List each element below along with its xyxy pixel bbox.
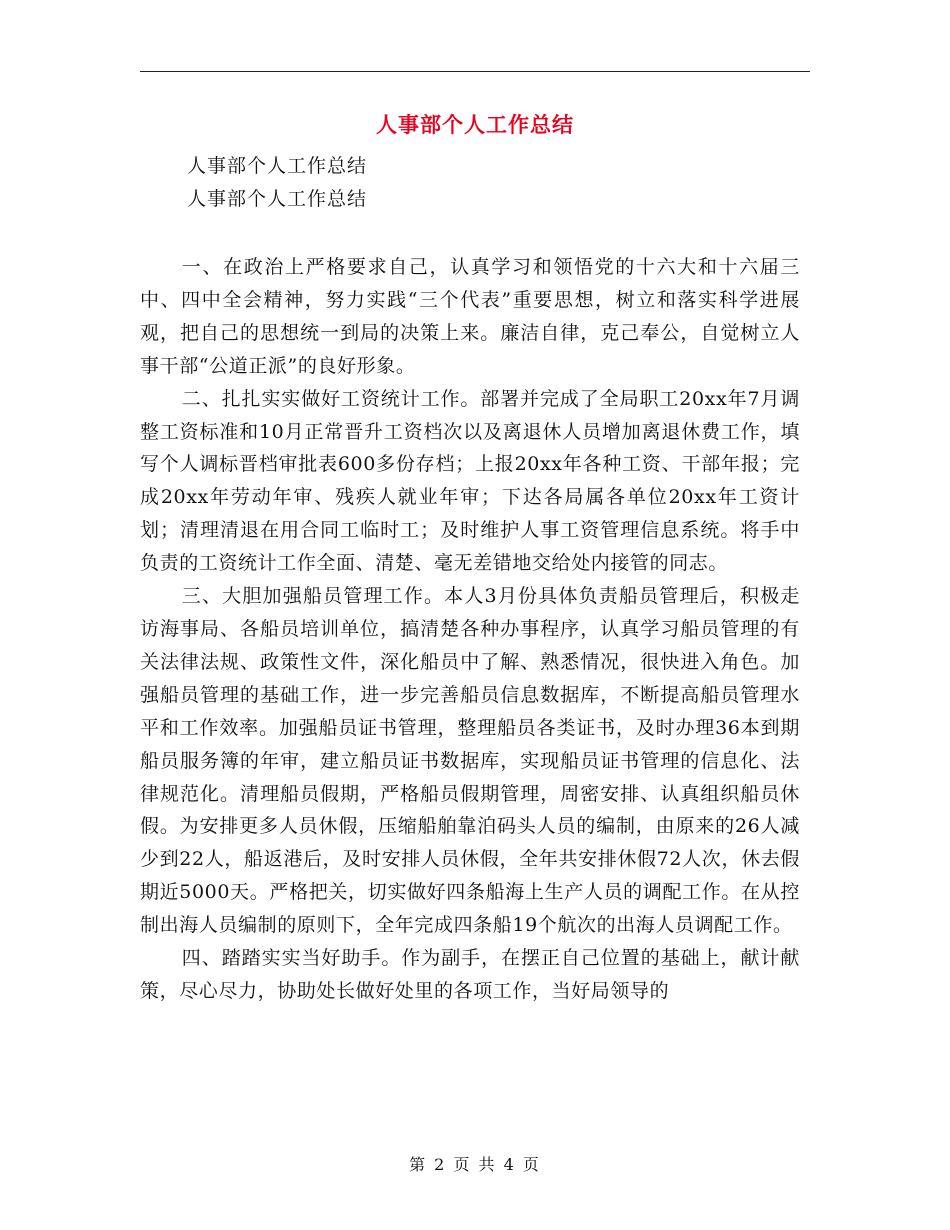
document-body xyxy=(140,251,800,1008)
header-rule xyxy=(140,71,810,72)
paragraph: 二、扎扎实实做好工资统计工作。部署并完成了全局职工20xx年7月调整工资标准和10月正常晋升工资档次以及离退休人员增加离退休费工作，填写个人调标晋档审批表600多份存档；上报20xx年各种工资、干部年报；完成20xx年劳动年审、残疾人就业年审；下达各局属各单位20xx年工资计划；清理清退在用合同工临时工；及时维护人事工资管理信息系统。将手中负责的工资统计工作全面、清楚、毫无差错地交给处内接管的同志。 xyxy=(140,387,800,575)
paragraph: 四、踏踏实实当好助手。作为副手，在摆正自己位置的基础上，献计献策，尽心尽力，协助处长做好处里的各项工作，当好局领导的 xyxy=(140,947,800,1002)
paragraph: 一、在政治上严格要求自己，认真学习和领悟党的十六大和十六届三中、四中全会精神，努力实践“三个代表”重要思想，树立和落实科学进展观，把自己的思想统一到局的决策上来。廉洁自律，克己奉公，自觉树立人事干部“公道正派”的良好形象。 xyxy=(140,256,800,377)
document-subtitle: 人事部个人工作总结 xyxy=(187,155,368,177)
paragraph: 三、大胆加强船员管理工作。本人3月份具体负责船员管理后，积极走访海事局、各船员培训单位，搞清楚各种办事程序，认真学习船员管理的有关法律法规、政策性文件，深化船员中了解、熟悉情况，很快进入角色。加强船员管理的基础工作，进一步完善船员信息数据库，不断提高船员管理水平和工作效率。加强船员证书管理，整理船员各类证书，及时办理36本到期船员服务簿的年审，建立船员证书数据库，实现船员证书管理的信息化、法律规范化。清理船员假期，严格船员假期管理，周密安排、认真组织船员休假。为安排更多人员休假，压缩船舶靠泊码头人员的编制，由原来的26人减少到22人，船返港后，及时安排人员休假，全年共安排休假72人次，休去假期近5000天。严格把关，切实做好四条船海上生产人员的调配工作。在从控制出海人员编制的原则下，全年完成四条船19个航次的出海人员调配工作。 xyxy=(140,585,800,937)
document-subtitle: 人事部个人工作总结 xyxy=(187,188,368,210)
document-title: 人事部个人工作总结 xyxy=(376,112,574,137)
page-footer: 第 2 页 共 4 页 xyxy=(409,1155,541,1174)
